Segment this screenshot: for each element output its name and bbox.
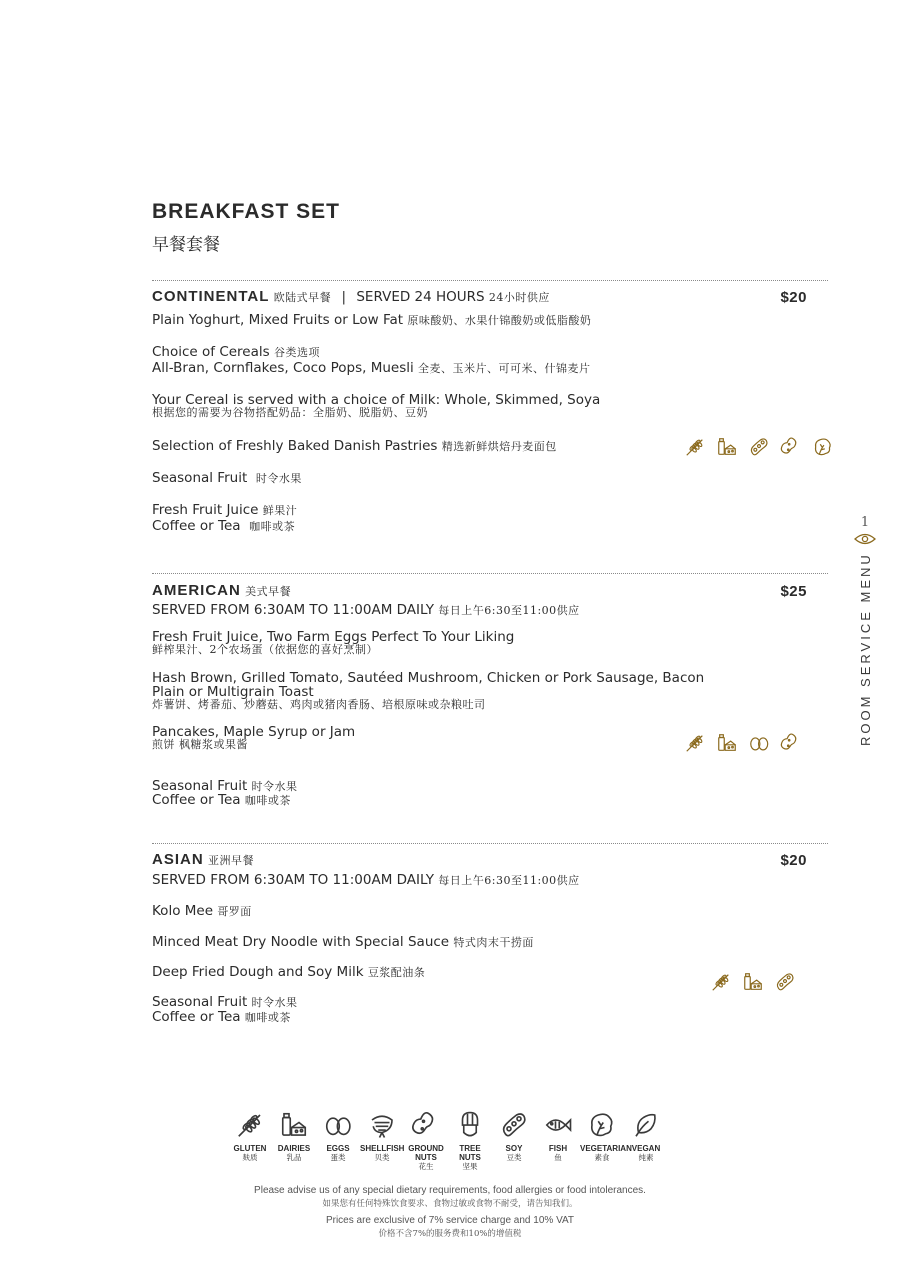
- asian-name: ASIAN: [152, 851, 204, 868]
- continental-allergen-icons: [684, 436, 834, 458]
- legend-item-vegetarian: [580, 1110, 632, 1171]
- item-name: Deep Fried Dough and Soy Milk: [152, 964, 364, 980]
- item-name: Seasonal Fruit: [152, 470, 248, 486]
- legend-label-zh: 麸质: [242, 1153, 258, 1162]
- menu-item: Fresh Fruit Juice, Two Farm Eggs Perfect To Your Liking: [152, 629, 515, 645]
- item-name-zh: 咖啡或茶: [244, 794, 291, 807]
- menu-item: [152, 792, 291, 809]
- american-heading: [152, 583, 291, 600]
- item-name: Choice of Cereals: [152, 344, 270, 360]
- eggs-icon: [748, 732, 770, 754]
- legend-label-zh: 蛋类: [330, 1153, 346, 1162]
- item-name-zh: 咖啡或茶: [244, 1011, 291, 1024]
- asian-heading: [152, 852, 254, 869]
- gluten-icon: [235, 1110, 265, 1140]
- legend-item-ground-nuts: [404, 1110, 448, 1171]
- continental-price: $20: [780, 289, 807, 306]
- item-name-zh: 时令水果: [251, 996, 298, 1009]
- page-title: BREAKFAST SET: [152, 200, 341, 223]
- legend-item-vegan: [624, 1110, 668, 1171]
- legend-label-zh: 贝类: [374, 1153, 390, 1162]
- item-name-zh: 时令水果: [255, 472, 302, 485]
- item-name: Minced Meat Dry Noodle with Special Sauce: [152, 934, 450, 950]
- continental-name: CONTINENTAL: [152, 288, 270, 305]
- item-name-zh: 根据您的需要为谷物搭配奶品：全脂奶、脱脂奶、豆奶: [152, 406, 428, 419]
- room-service-menu-label: ROOM SERVICE MENU: [858, 552, 873, 746]
- price-note: Prices are exclusive of 7% service charge and 10% VAT: [325, 1215, 575, 1226]
- heading-separator: |: [341, 289, 347, 305]
- legend-label-zh: 纯素: [638, 1153, 654, 1162]
- item-name: Plain Yoghurt, Mixed Fruits or Low Fat: [152, 312, 404, 328]
- continental-served-zh: 24小时供应: [488, 291, 550, 304]
- american-served-zh: 每日上午6:30至11:00供应: [438, 604, 580, 617]
- menu-item: Hash Brown, Grilled Tomato, Sautéed Mushroom, Chicken or Pork Sausage, Bacon: [152, 670, 705, 686]
- section-divider: [152, 843, 828, 844]
- item-name-zh: 全麦、玉米片、可可米、什锦麦片: [418, 362, 591, 375]
- american-name-zh: 美式早餐: [245, 585, 292, 598]
- dietary-note: Please advise us of any special dietary requirements, food allergies or food intolerances.: [254, 1185, 646, 1196]
- asian-served: SERVED FROM 6:30AM TO 11:00AM DAILY: [152, 872, 434, 888]
- gluten-icon: [684, 436, 706, 458]
- item-name: Coffee or Tea: [152, 1009, 241, 1025]
- menu-item: [152, 964, 425, 981]
- menu-item: [152, 1009, 291, 1026]
- legend-label: TREE NUTS: [459, 1144, 481, 1162]
- gluten-icon: [684, 732, 706, 754]
- american-price: $25: [780, 583, 807, 600]
- item-name: All-Bran, Cornflakes, Coco Pops, Muesli: [152, 360, 414, 376]
- asian-served-line: [152, 872, 580, 889]
- menu-item: [152, 312, 591, 329]
- page-number: 1: [860, 515, 870, 530]
- dairies-icon: [716, 436, 738, 458]
- legend-label: DAIRIES: [277, 1144, 311, 1153]
- continental-name-zh: 欧陆式早餐: [273, 291, 332, 304]
- item-name-zh: 谷类选项: [273, 346, 320, 359]
- american-allergen-icons: [684, 732, 802, 754]
- item-name: Coffee or Tea: [152, 518, 241, 534]
- legend-item-soy: [492, 1110, 536, 1171]
- legend-item-dairies: [272, 1110, 316, 1171]
- menu-item: Pancakes, Maple Syrup or Jam: [152, 724, 356, 740]
- menu-item: [152, 360, 591, 377]
- item-name: Fresh Fruit Juice: [152, 502, 259, 518]
- item-name-zh: 炸薯饼、烤番茄、炒蘑菇、鸡肉或猪肉香肠、培根原味或杂粮吐司: [152, 698, 486, 711]
- item-name-zh: 咖啡或茶: [249, 520, 296, 533]
- dairies-icon: [279, 1110, 309, 1140]
- dietary-note-zh: 如果您有任何特殊饮食要求、食物过敏或食物不耐受，请告知我们。: [322, 1199, 578, 1209]
- menu-item: [152, 518, 295, 535]
- gluten-icon: [710, 971, 732, 993]
- legend-item-eggs: [316, 1110, 360, 1171]
- legend-label-zh: 豆类: [506, 1153, 522, 1162]
- legend-label: GLUTEN: [233, 1144, 267, 1153]
- tree-nuts-icon: [455, 1110, 485, 1140]
- eggs-icon: [323, 1110, 353, 1140]
- asian-price: $20: [780, 852, 807, 869]
- legend-item-tree-nuts: [448, 1110, 492, 1171]
- eye-logo-icon: [854, 532, 876, 546]
- asian-allergen-icons: [710, 971, 796, 993]
- menu-item: [152, 438, 557, 455]
- vegetarian-icon: [812, 436, 834, 458]
- vegetarian-icon: [587, 1110, 617, 1140]
- legend-label: SHELLFISH: [360, 1144, 405, 1153]
- item-name: Seasonal Fruit: [152, 994, 248, 1010]
- menu-item: [152, 934, 534, 951]
- item-name-zh: 时令水果: [251, 780, 298, 793]
- item-name-zh: 煎饼 枫糖浆或果酱: [152, 738, 248, 751]
- legend-label-zh: 鱼: [554, 1153, 562, 1162]
- asian-name-zh: 亚洲早餐: [207, 854, 254, 867]
- price-note-zh: 价格不含7%的服务费和10%的增值税: [378, 1229, 522, 1239]
- section-divider: [152, 573, 828, 574]
- page-sidebar: [845, 515, 885, 546]
- american-served-line: [152, 602, 580, 619]
- legend-item-fish: [536, 1110, 580, 1171]
- legend-label: GROUND NUTS: [408, 1144, 444, 1162]
- ground-nuts-icon: [780, 732, 802, 754]
- dairies-icon: [742, 971, 764, 993]
- legend-label: EGGS: [326, 1144, 350, 1153]
- continental-heading: [152, 289, 550, 306]
- item-name: Coffee or Tea: [152, 792, 241, 808]
- item-name-zh: 豆浆配油条: [367, 966, 426, 979]
- legend-label: SOY: [505, 1144, 523, 1153]
- ground-nuts-icon: [780, 436, 802, 458]
- ground-nuts-icon: [411, 1110, 441, 1140]
- menu-item: Plain or Multigrain Toast: [152, 684, 314, 700]
- legend-label-zh: 乳品: [286, 1153, 302, 1162]
- continental-served: SERVED 24 HOURS: [356, 289, 485, 305]
- allergen-legend: [228, 1110, 668, 1171]
- legend-label: VEGETARIAN: [580, 1144, 632, 1153]
- menu-item: [152, 502, 297, 519]
- menu-item: [152, 470, 302, 487]
- legend-label-zh: 素食: [594, 1153, 610, 1162]
- section-divider: [152, 280, 828, 281]
- page-subtitle-zh: 早餐套餐: [152, 235, 220, 255]
- item-name: Selection of Freshly Baked Danish Pastries: [152, 438, 438, 454]
- legend-item-shellfish: [360, 1110, 404, 1171]
- american-served: SERVED FROM 6:30AM TO 11:00AM DAILY: [152, 602, 434, 618]
- legend-label-zh: 花生: [418, 1162, 434, 1171]
- menu-item: Your Cereal is served with a choice of Milk: Whole, Skimmed, Soya: [152, 392, 601, 408]
- american-name: AMERICAN: [152, 582, 241, 599]
- fish-icon: [543, 1110, 573, 1140]
- menu-item: [152, 903, 252, 920]
- vegan-icon: [631, 1110, 661, 1140]
- item-name-zh: 鲜果汁: [262, 504, 298, 517]
- item-name-zh: 鲜榨果汁、2个农场蛋（依据您的喜好烹制）: [152, 643, 378, 656]
- asian-served-zh: 每日上午6:30至11:00供应: [438, 874, 580, 887]
- item-name-zh: 原味酸奶、水果什锦酸奶或低脂酸奶: [407, 314, 592, 327]
- shellfish-icon: [367, 1110, 397, 1140]
- soy-icon: [499, 1110, 529, 1140]
- dairies-icon: [716, 732, 738, 754]
- legend-label: VEGAN: [631, 1144, 661, 1153]
- soy-icon: [774, 971, 796, 993]
- legend-label: FISH: [548, 1144, 568, 1153]
- item-name: Kolo Mee: [152, 903, 214, 919]
- menu-item: [152, 344, 320, 361]
- legend-label-zh: 坚果: [462, 1162, 478, 1171]
- soy-icon: [748, 436, 770, 458]
- legend-item-gluten: [228, 1110, 272, 1171]
- item-name-zh: 精选新鲜烘焙丹麦面包: [441, 440, 557, 453]
- item-name: Seasonal Fruit: [152, 778, 248, 794]
- item-name-zh: 特式肉末干捞面: [453, 936, 534, 949]
- item-name-zh: 哥罗面: [217, 905, 252, 918]
